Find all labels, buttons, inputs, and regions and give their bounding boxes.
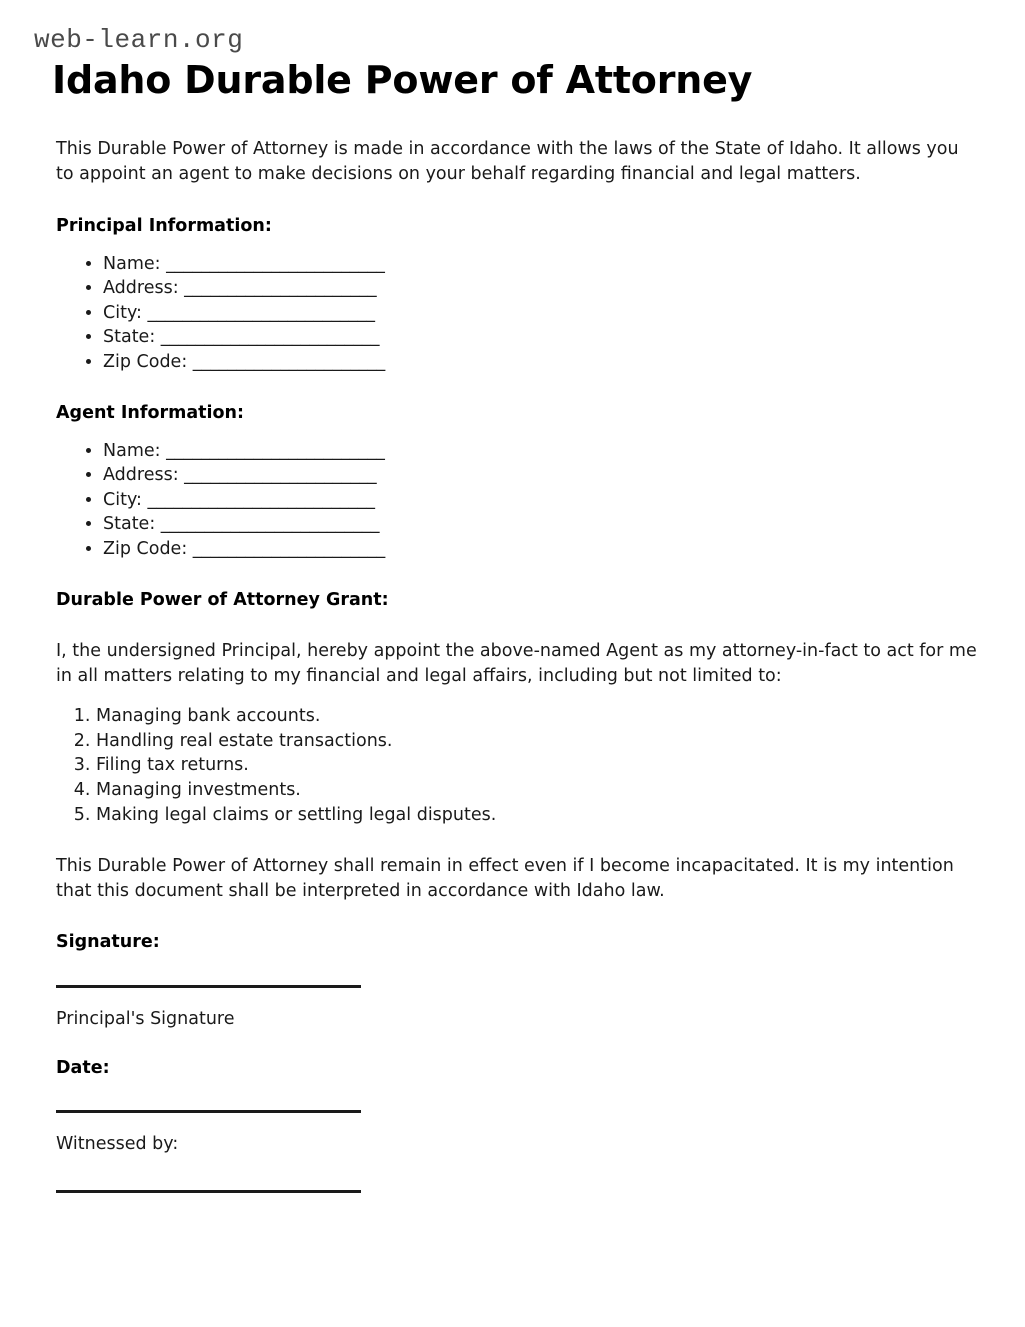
list-item: 5. Making legal claims or settling legal disputes. — [96, 803, 977, 828]
list-item: • Address: ______________________ — [103, 276, 977, 301]
list-item: • City: __________________________ — [103, 301, 977, 326]
list-item: • Address: ______________________ — [103, 463, 977, 488]
powers-list — [56, 704, 977, 828]
list-item: 2. Handling real estate transactions. — [96, 729, 977, 754]
document-body — [56, 137, 977, 1263]
principal-field-list — [56, 252, 977, 375]
intro-paragraph: This Durable Power of Attorney is made in accordance with the laws of the State of Idaho. It allows you to appoint an agent to make decisions on your behalf regarding financial and legal matters. — [56, 138, 959, 185]
bottom-spacer — [56, 1193, 977, 1263]
principal-information-heading: Principal Information: — [56, 216, 272, 237]
list-item: 1. Managing bank accounts. — [96, 704, 977, 729]
page-title: Idaho Durable Power of Attorney — [52, 57, 753, 102]
list-item: • State: _________________________ — [103, 325, 977, 350]
agent-information-heading: Agent Information: — [56, 403, 244, 424]
date-heading: Date: — [56, 1058, 110, 1079]
witness-label: Witnessed by: — [56, 1134, 179, 1155]
durability-clause-paragraph: This Durable Power of Attorney shall remain in effect even if I become incapacitated. It is my intention that this document shall be interpreted in accordance with Idaho law. — [56, 855, 954, 902]
list-item: 3. Filing tax returns. — [96, 753, 977, 778]
agent-field-list — [56, 439, 977, 562]
grant-heading: Durable Power of Attorney Grant: — [56, 590, 389, 611]
list-item: • City: __________________________ — [103, 488, 977, 513]
list-item: • Zip Code: ______________________ — [103, 537, 977, 562]
signature-heading: Signature: — [56, 931, 160, 952]
principal-signature-caption: Principal's Signature — [56, 1008, 235, 1029]
date-line[interactable] — [56, 1110, 361, 1113]
principal-signature-line[interactable] — [56, 985, 361, 988]
list-item: • State: _________________________ — [103, 512, 977, 537]
list-item: • Zip Code: ______________________ — [103, 350, 977, 375]
list-item: • Name: _________________________ — [103, 252, 977, 277]
grant-intro-paragraph: I, the undersigned Principal, hereby appoint the above-named Agent as my attorney-in-fact to act for me in all matters relating to my financial and legal affairs, including but not limited to: — [56, 640, 977, 687]
site-brand: web-learn.org — [34, 25, 244, 55]
list-item: 4. Managing investments. — [96, 778, 977, 803]
list-item: • Name: _________________________ — [103, 439, 977, 464]
